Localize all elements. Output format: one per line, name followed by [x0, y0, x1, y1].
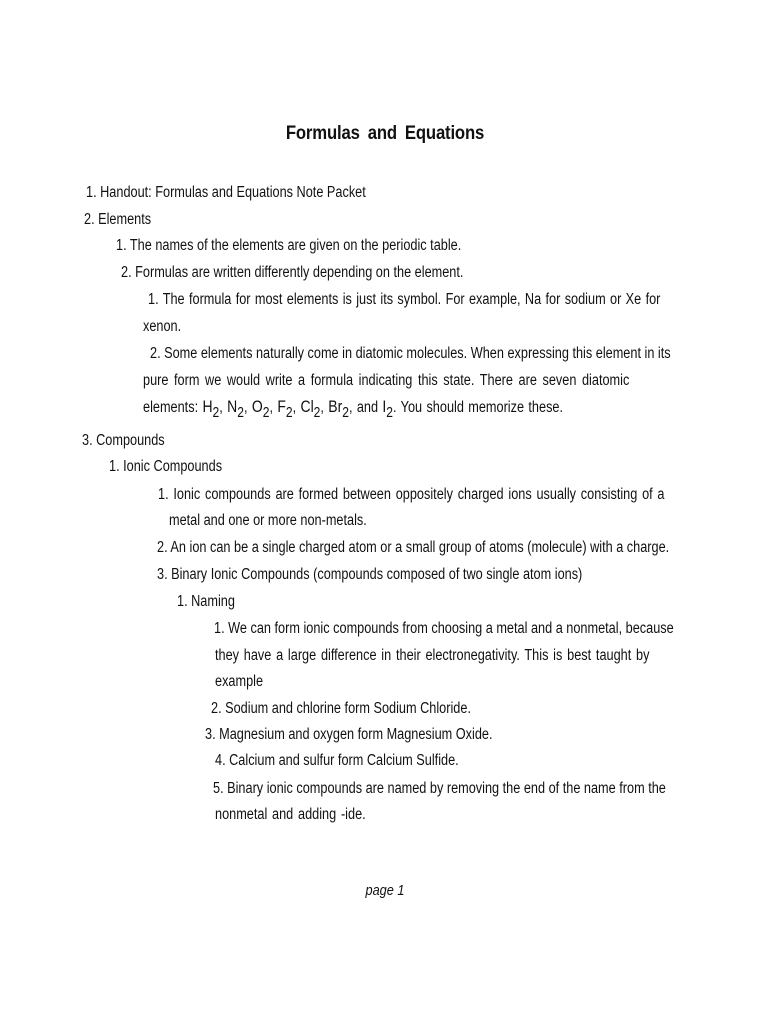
paragraph-text: elements:	[143, 399, 203, 416]
outline-item-elements: 2. Elements	[84, 211, 152, 228]
chemical-formula	[382, 397, 393, 422]
element-symbol: F	[277, 397, 286, 416]
paragraph-line: 4. Calcium and sulfur form Calcium Sulfide.	[215, 752, 459, 769]
element-symbol: N	[227, 397, 238, 416]
outline-subitem-ionic: 1. Ionic Compounds	[109, 458, 223, 475]
paragraph-line: they have a large difference in their electronegativity. This is best taught by	[215, 647, 650, 664]
chemical-formula	[227, 397, 244, 422]
chemical-formula	[300, 397, 321, 422]
paragraph-line: metal and one or more non-metals.	[169, 512, 367, 529]
paragraph-line: 5. Binary ionic compounds are named by removing the end of the name from the	[213, 780, 666, 797]
formula-subscript: 2	[237, 405, 244, 422]
outline-item-handout: 1. Handout: Formulas and Equations Note Packet	[86, 184, 366, 201]
formula-list: H2, N2, O2, F2, Cl2, Br2, and I2	[202, 397, 393, 422]
chemical-formula	[277, 397, 293, 422]
paragraph-line: pure form we would write a formula indicating this state. There are seven diatomic	[143, 372, 630, 389]
element-symbol: Cl	[300, 397, 314, 416]
outline-subitem-naming: 1. Naming	[177, 593, 235, 610]
paragraph-line: 2. An ion can be a single charged atom or a small group of atoms (molecule) with a charge.	[157, 539, 670, 556]
page-title: Formulas and Equations	[285, 123, 485, 144]
paragraph-line: 2. Some elements naturally come in diatomic molecules. When expressing this element in its	[150, 345, 671, 362]
formula-subscript: 2	[313, 405, 321, 422]
outline-item-compounds: 3. Compounds	[82, 432, 165, 449]
paragraph-line: example	[215, 673, 264, 690]
formula-subscript: 2	[212, 405, 220, 422]
formula-subscript: 2	[262, 405, 270, 422]
paragraph-line: 1. Ionic compounds are formed between oppositely charged ions usually consisting of a	[158, 486, 665, 503]
chemical-formula	[328, 397, 349, 422]
paragraph-line: 1. We can form ionic compounds from choosing a metal and a nonmetal, because	[214, 620, 674, 637]
formula-subscript: 2	[285, 405, 293, 422]
chemical-formula	[251, 397, 270, 422]
page-number: page 1	[365, 882, 405, 899]
paragraph-line: 3. Binary Ionic Compounds (compounds composed of two single atom ions)	[157, 566, 583, 583]
diatomic-elements-line	[143, 398, 563, 422]
outline-subitem-names: 1. The names of the elements are given on the periodic table.	[116, 237, 462, 254]
paragraph-line: 1. The formula for most elements is just its symbol. For example, Na for sodium or Xe for	[148, 291, 661, 308]
element-symbol: H	[202, 397, 213, 416]
paragraph-text: . You should memorize these.	[392, 399, 564, 416]
chemical-formula	[202, 397, 220, 422]
outline-subitem-formulas: 2. Formulas are written differently depending on the element.	[121, 264, 464, 281]
paragraph-line: nonmetal and adding -ide.	[215, 806, 366, 823]
formula-subscript: 2	[342, 405, 349, 422]
formula-subscript: 2	[386, 405, 393, 422]
element-symbol: I	[382, 397, 387, 416]
element-symbol: O	[251, 397, 263, 416]
paragraph-line: 2. Sodium and chlorine form Sodium Chloride.	[211, 700, 471, 717]
element-symbol: Br	[328, 397, 343, 416]
paragraph-line: xenon.	[143, 318, 182, 335]
paragraph-line: 3. Magnesium and oxygen form Magnesium Oxide.	[205, 726, 493, 743]
